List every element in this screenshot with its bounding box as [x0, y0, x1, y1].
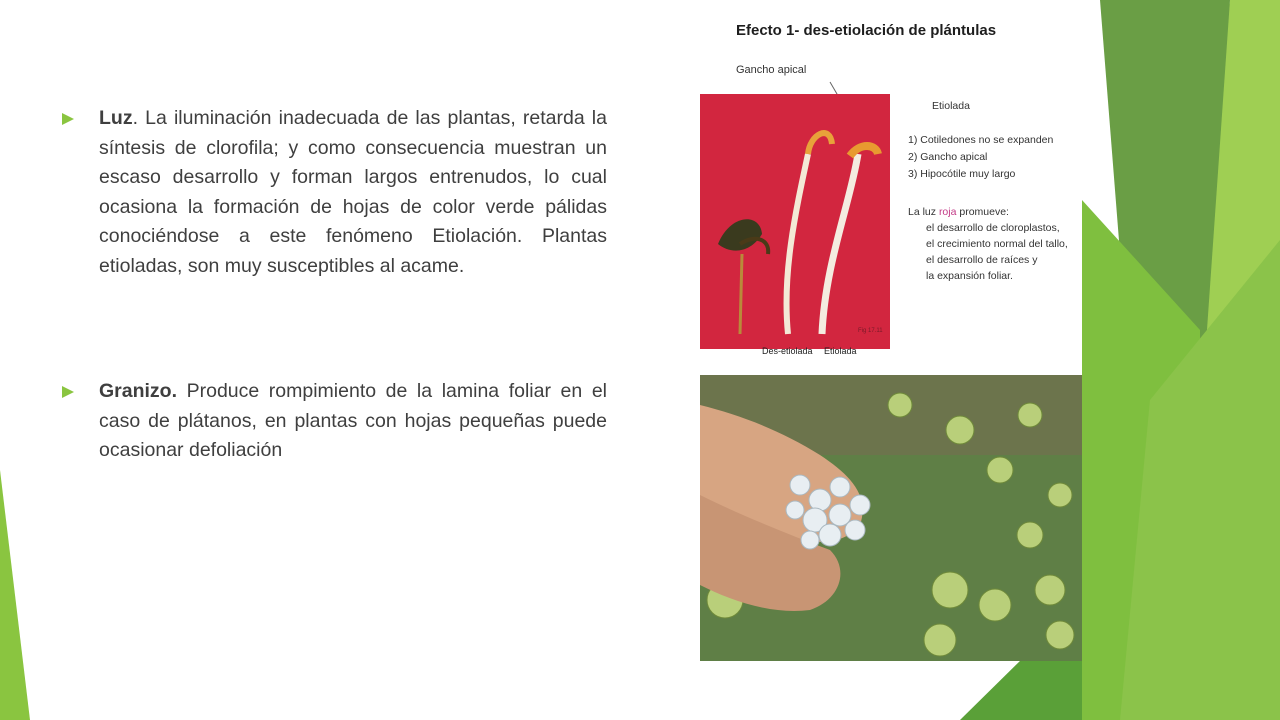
bullet-arrow-icon — [62, 386, 74, 398]
bullet-sep: . — [132, 107, 138, 129]
bullet-list — [62, 104, 607, 466]
bullet-granizo — [62, 377, 607, 466]
hail-photo — [700, 375, 1082, 661]
red-light-note — [908, 204, 1068, 284]
caption-desetiolada: Des-etiolada — [762, 346, 813, 356]
seedling-illustration — [700, 94, 890, 349]
note-item: la expansión foliar. — [926, 270, 1013, 282]
legend-title: Etiolada — [932, 100, 970, 112]
bullet-term: Granizo. — [99, 380, 178, 402]
figure-title: Efecto 1- des-etiolación de plántulas — [736, 22, 997, 39]
list-item: 1) Cotiledones no se expanden — [908, 134, 1054, 146]
green-left-stripe — [0, 470, 30, 720]
list-item: 3) Hipocótile muy largo — [908, 168, 1016, 180]
note-item: el desarrollo de raíces y — [926, 254, 1038, 266]
list-item: 2) Gancho apical — [908, 151, 988, 163]
caption-etiolada: Etiolada — [824, 346, 857, 356]
figure-number: Fig 17.11 — [858, 328, 883, 334]
etiolation-figure — [700, 12, 1082, 364]
note-after: promueve: — [956, 206, 1009, 218]
note-red-word: roja — [938, 206, 957, 218]
bullet-term: Luz — [99, 107, 133, 129]
characteristics-list — [908, 132, 1053, 183]
bullet-arrow-icon — [62, 113, 74, 125]
note-item: el desarrollo de cloroplastos, — [926, 222, 1060, 234]
bullet-text: La iluminación inadecuada de las plantas, retarda la síntesis de clorofila; y como consecuencia muestran un escaso desarrollo y forman largos entrenudos, lo cual ocasiona la formación de hojas de color verde pálidas conociéndose a este fenómeno Etiolación. Plantas etioladas, son muy susceptibles al acame. — [99, 107, 607, 277]
bullet-text: Produce rompimiento de la lamina foliar en el caso de plátanos, en plantas con hojas pequeñas puede ocasionar defoliación — [99, 380, 607, 461]
figure-subtitle: Gancho apical — [736, 64, 807, 76]
note-intro: La luz — [908, 206, 939, 218]
seedling-photo — [700, 94, 890, 349]
note-item: el crecimiento normal del tallo, — [926, 238, 1068, 250]
bullet-luz — [62, 104, 607, 281]
hail-illustration — [700, 375, 1082, 661]
